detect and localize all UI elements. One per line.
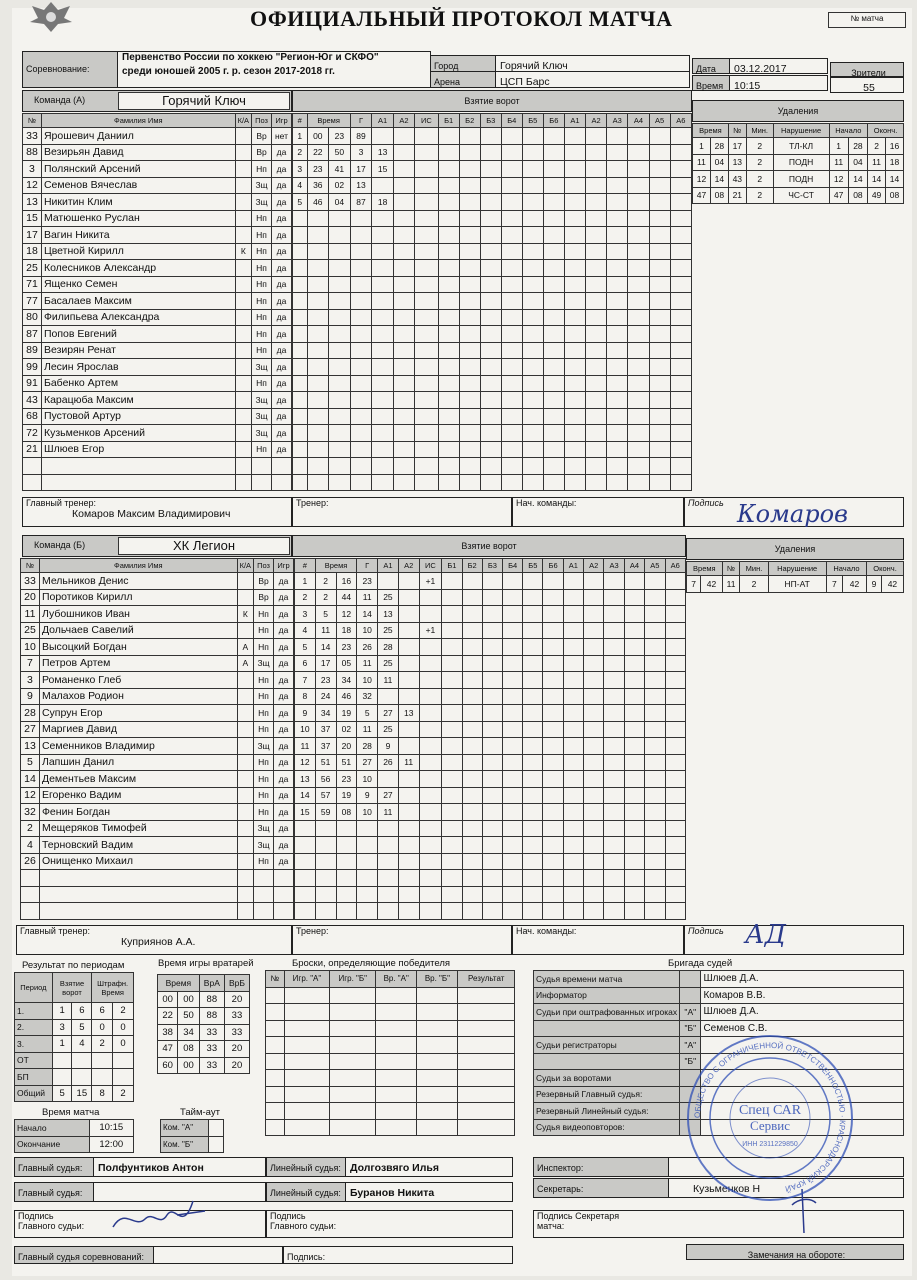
player-row: 80 Филипьева Александра Нп да [23,309,292,326]
match-time-title: Время матча [42,1107,100,1118]
player-name: Вагин Никита [41,227,235,244]
team-b-goals-table: # Время Г А1 А2 ИС Б1 Б2 Б3 Б4 Б5 Б6 А1 А2 А3 А4 А5 А6 1 2 16 23 +1 2 2 44 11 25 3 5 12 14 13 4 11 18 10 25 +1 5 14 23 26 28 6 17 05 11 25 7 23 34 10 11 8 24 46 32 9 34 19 5 27 13 10 37 02 11 25 11 37 20 28 9 12 51 51 27 26 11 13 56 23 10 14 57 19 9 27 15 59 08 10 11 [294,558,686,920]
goal-row: 4 36 02 13 [293,177,692,194]
goal-row: 13 56 23 10 [295,771,686,788]
team-b-trainer-cell: Тренер: [292,925,512,955]
team-b-goals-title: Взятие ворот [292,535,686,557]
player-name: Терновский Вадим [39,837,237,854]
player-row: 33 Мельников Денис Вр да [21,573,294,590]
player-name: Лесин Ярослав [41,359,235,376]
team-b-chief-cell: Нач. команды: [512,925,684,955]
player-name: Дементьев Максим [39,771,237,788]
timeout-title: Тайм-аут [180,1107,220,1118]
team-b-name: ХК Легион [118,537,290,555]
goal-row [293,293,692,310]
time-label-cell: Время [692,75,730,91]
player-row: 89 Везирян Ренат Нп да [23,342,292,359]
player-name: Никитин Клим [41,194,235,211]
team-a-signature-cell: Подпись Комаров [684,497,904,527]
penalty-row: 11 04 13 2 ПОДН 11 04 11 18 [693,154,904,171]
goal-row [293,260,692,277]
referee-name: Шлюев Д.А. [701,971,904,988]
player-row: 14 Дементьев Максим Нп да [21,771,294,788]
player-row: 33 Ярошевич Даниил Вр нет [23,128,292,145]
player-row: 25 Дольчаев Савелий Нп да [21,622,294,639]
player-name: Онищенко Михаил [39,853,237,870]
competition-label-cell: Соревнование: [22,51,118,88]
team-a-chief-cell: Нач. команды: [512,497,684,527]
goal-row [293,474,692,491]
goal-row: 2 22 50 3 13 [293,144,692,161]
referee-row: "Б" Семенов С.В. [534,1020,904,1037]
match-end-time: 12:00 [89,1136,134,1153]
player-row: 32 Фенин Богдан Нп да [21,804,294,821]
period-row: 1. 1 6 6 2 [15,1003,134,1020]
player-row: 25 Колесников Александр Нп да [23,260,292,277]
timeout-table: Ком. "А" Ком. "Б" [160,1119,224,1153]
player-name: Везирьян Давид [41,144,235,161]
stamp-ring-text: ОБЩЕСТВО С ОГРАНИЧЕННОЙ ОТВЕТСТВЕННОСТЬЮ · КРАСНОДАРСКИЙ КРАЙ [692,1040,848,1194]
player-name: Лубошников Иван [39,606,237,623]
team-b-header [22,535,292,557]
player-name: Матюшенко Руслан [41,210,235,227]
player-name: Поротиков Кирилл [39,589,237,606]
team-a-roster: № Фамилия Имя К/А Поз Игр 33 Ярошевич Даниил Вр нет 88 Везирьян Давид Вр да 3 Полянский Арсений Нп да 12 Семенов Вячеслав Зщ да 13 Никитин Клим Зщ да 15 Матюшенко Руслан Нп да 17 Вагин Никита Нп да 18 Цветной Кирилл К Нп да 25 Колесников Александр Нп да 71 Ященко Семен Нп да 77 Басалаев Максим Нп да 80 Филипьева Александра Нп да 87 Попов Евгений Нп да 89 Везирян Ренат Нп да 99 Лесин Ярослав Зщ да 91 Бабенко Артем Нп да 43 Карацюба Максим Зщ да 68 Пустовой Артур Зщ да 72 Кузьменков Арсений Зщ да 21 Шлюев Егор Нп да [22,113,292,491]
player-name: Колесников Александр [41,260,235,277]
stamp-text-1: Спец САR [738,1103,802,1118]
goal-row: 5 14 23 26 28 [295,639,686,656]
referee-row: Информатор Комаров В.В. [534,987,904,1004]
player-name: Полянский Арсений [41,161,235,178]
player-row: 21 Шлюев Егор Нп да [23,441,292,458]
player-row: 87 Попов Евгений Нп да [23,326,292,343]
referee-name: Семенов С.В. [701,1020,904,1037]
player-name: Пустовой Артур [41,408,235,425]
player-row: 43 Карацюба Максим Зщ да [23,392,292,409]
secretary: Кузьменков Н [668,1178,904,1198]
player-name: Петров Артем [39,655,237,672]
player-name: Дольчаев Савелий [39,622,237,639]
chief-competition-referee [153,1246,283,1264]
player-row: 12 Егоренко Вадим Нп да [21,787,294,804]
goal-row [293,326,692,343]
penalty-row: 1 28 17 2 ТЛ-КЛ 1 28 2 16 [693,138,904,155]
team-b-penalties-table: Время № Мин. Нарушение Начало Оконч. 7 42 11 2 НП-АТ 7 42 9 42 [686,561,904,593]
goal-row [293,227,692,244]
goal-row: 6 17 05 11 25 [295,655,686,672]
player-row: 10 Высоцкий Богдан А Нп да [21,639,294,656]
team-a-penalties-title: Удаления [692,100,904,122]
goal-row [293,392,692,409]
goal-row: 3 23 41 17 15 [293,161,692,178]
player-row: 71 Ященко Семен Нп да [23,276,292,293]
time-value: 10:15 [729,75,828,91]
player-name: Семенов Вячеслав [41,177,235,194]
secretary-signature-cell: Подпись Секретаря матча: [533,1210,904,1238]
goal-row: 14 57 19 9 27 [295,787,686,804]
player-name: Везирян Ренат [41,342,235,359]
referee-row: Резервный Главный судья: [534,1086,904,1103]
player-name: Карацюба Максим [41,392,235,409]
goal-row [295,870,686,887]
gk-time-row: 00 00 88 20 [158,991,250,1008]
goal-row [293,276,692,293]
player-row: 20 Поротиков Кирилл Вр да [21,589,294,606]
goal-row: 4 11 18 10 25 +1 [295,622,686,639]
goal-row [295,820,686,837]
team-b-label: Команда (Б) [34,540,86,550]
goal-row: 1 00 23 89 [293,128,692,145]
penalty-row: 47 08 21 2 ЧС-СТ 47 08 49 08 [693,187,904,204]
referee-row: Судьи регистраторы "А" [534,1037,904,1054]
competition-value-cell [117,51,431,88]
player-row: 27 Маргиев Давид Нп да [21,721,294,738]
player-row [23,474,292,491]
player-row: 15 Матюшенко Руслан Нп да [23,210,292,227]
player-row: 12 Семенов Вячеслав Зщ да [23,177,292,194]
goal-row [293,375,692,392]
player-row: 28 Супрун Егор Нп да [21,705,294,722]
goal-row: 12 51 51 27 26 11 [295,754,686,771]
player-row: 26 Онищенко Михаил Нп да [21,853,294,870]
player-name: Семенников Владимир [39,738,237,755]
goal-row: 11 37 20 28 9 [295,738,686,755]
stamp-inn: ИНН 2311229850 [742,1141,798,1148]
player-row: 99 Лесин Ярослав Зщ да [23,359,292,376]
team-a-header [22,90,292,112]
player-name: Филипьева Александра [41,309,235,326]
goal-row [293,243,692,260]
referee-row: Судьи при оштрафованных игроках "А" Шлюев Д.А. [534,1004,904,1021]
team-a-goals-title: Взятие ворот [292,90,692,112]
player-name: Высоцкий Богдан [39,639,237,656]
player-row: 18 Цветной Кирилл К Нп да [23,243,292,260]
player-name: Цветной Кирилл [41,243,235,260]
main-referee: Полфунтиков Антон [93,1157,266,1177]
gk-time-row: 60 00 33 20 [158,1057,250,1074]
spectators-value: 55 [830,77,904,93]
player-row [21,903,294,920]
player-row: 4 Терновский Вадим Зщ да [21,837,294,854]
team-b-coach: Куприянов А.А. [121,936,196,948]
team-b-signature-cell: Подпись АД [684,925,904,955]
main-ref-signature [105,1197,215,1237]
goal-row [295,853,686,870]
team-b-penalties-title: Удаления [686,538,904,560]
player-row: 72 Кузьменков Арсений Зщ да [23,425,292,442]
goal-row [293,359,692,376]
goal-row: 9 34 19 5 27 13 [295,705,686,722]
goal-row: 15 59 08 10 11 [295,804,686,821]
goal-row [295,903,686,920]
team-a-label: Команда (А) [34,95,86,105]
referees-title: Бригада судей [668,958,733,969]
penalty-row: 12 14 43 2 ПОДН 12 14 14 14 [693,171,904,188]
player-row: 7 Петров Артем А Зщ да [21,655,294,672]
player-row: 77 Басалаев Максим Нп да [23,293,292,310]
team-a-trainer-cell: Тренер: [292,497,512,527]
player-row: 88 Везирьян Давид Вр да [23,144,292,161]
player-row: 13 Семенников Владимир Зщ да [21,738,294,755]
goal-row [293,441,692,458]
player-name: Ященко Семен [41,276,235,293]
goal-row: 2 2 44 11 25 [295,589,686,606]
date-value: 03.12.2017 [729,58,828,74]
referee-row: Резервный Линейный судья: [534,1103,904,1120]
linesman-1: Долгозвяго Илья [345,1157,513,1177]
team-a-goals-table: # Время Г А1 А2 ИС Б1 Б2 Б3 Б4 Б5 Б6 А1 А2 А3 А4 А5 А6 1 00 23 89 2 22 50 3 13 3 23 41 17 15 4 36 02 13 5 46 04 87 18 [292,113,692,491]
gk-time-title: Время игры вратарей [158,958,254,969]
goal-row [293,458,692,475]
date-label-cell: Дата [692,58,730,74]
player-name: Лапшин Данил [39,754,237,771]
player-name: Кузьменков Арсений [41,425,235,442]
player-name: Фенин Богдан [39,804,237,821]
gk-time-row: 47 08 33 20 [158,1041,250,1058]
team-b-roster: № Фамилия Имя К/А Поз Игр 33 Мельников Денис Вр да 20 Поротиков Кирилл Вр да 11 Лубошников Иван К Нп да 25 Дольчаев Савелий Нп да 10 Высоцкий Богдан А Нп да 7 Петров Артем А Зщ да 3 Романенко Глеб Нп да 9 Малахов Родион Нп да 28 Супрун Егор Нп да 27 Маргиев Давид Нп да 13 Семенников Владимир Зщ да 5 Лапшин Данил Нп да 14 Дементьев Максим Нп да 12 Егоренко Вадим Нп да 32 Фенин Богдан Нп да 2 Мещеряков Тимофей Зщ да 4 Терновский Вадим Зщ да 26 Онищенко Михаил Нп да [20,558,294,920]
referee-row: Судья видеоповторов: [534,1119,904,1136]
player-row: 3 Романенко Глеб Нп да [21,672,294,689]
player-name: Мещеряков Тимофей [39,820,237,837]
player-row: 68 Пустовой Артур Зщ да [23,408,292,425]
gk-time-row: 22 50 88 33 [158,1008,250,1025]
team-a-coach: Комаров Максим Владимирович [72,508,231,520]
document-title: ОФИЦИАЛЬНЫЙ ПРОТОКОЛ МАТЧА [250,6,673,31]
player-row: 5 Лапшин Данил Нп да [21,754,294,771]
city-value: Горячий Ключ [495,55,690,72]
shootout-table: № Игр. "А" Игр. "Б" Вр. "А" Вр. "Б" Результат [265,970,515,1136]
referee-row: "Б" [534,1053,904,1070]
player-name: Романенко Глеб [39,672,237,689]
goal-row [293,342,692,359]
period-row: Общий 5 15 8 2 [15,1085,134,1102]
goal-row [295,837,686,854]
team-a-name: Горячий Ключ [118,92,290,110]
referee-name: Шлюев Д.А. [701,1004,904,1021]
player-row: 91 Бабенко Артем Нп да [23,375,292,392]
gk-time-table: Время ВрА ВрБ 00 00 88 20 22 50 88 33 38 34 33 33 47 08 33 20 60 00 33 20 [157,974,250,1074]
player-name: Мельников Денис [39,573,237,590]
period-row: БП [15,1069,134,1086]
match-number-field: № матча [828,12,906,28]
goal-row: 8 24 46 32 [295,688,686,705]
player-name: Шлюев Егор [41,441,235,458]
competition-line-1: Первенство России по хоккею "Регион-Юг и СКФО" [122,52,379,63]
player-name: Бабенко Артем [41,375,235,392]
shootout-title: Броски, определяющие победителя [292,958,451,969]
period-row: 3. 1 4 2 0 [15,1036,134,1053]
goal-row: 3 5 12 14 13 [295,606,686,623]
player-row [21,886,294,903]
team-a-coach-cell: Главный тренер: Комаров Максим Владимирович [22,497,292,527]
main-ref2-signature-cell: Подпись Главного судьи: [266,1210,513,1238]
team-a-signature: Комаров [737,500,849,528]
official-stamp [682,1030,858,1206]
player-row: 2 Мещеряков Тимофей Зщ да [21,820,294,837]
player-row: 9 Малахов Родион Нп да [21,688,294,705]
match-start-time: 10:15 [89,1120,134,1137]
team-a-penalties-table: Время № Мин. Нарушение Начало Оконч. 1 28 17 2 ТЛ-КЛ 1 28 2 16 11 04 13 2 ПОДН 11 04 11 18 12 14 43 2 ПОДН 12 14 14 14 47 08 21 2 ЧС-СТ 47 08 49 08 [692,123,904,204]
goal-row: 1 2 16 23 +1 [295,573,686,590]
player-name: Ярошевич Даниил [41,128,235,145]
remarks-field: Замечания на обороте: [686,1244,904,1260]
goal-row [295,886,686,903]
player-row: 17 Вагин Никита Нп да [23,227,292,244]
player-row [23,458,292,475]
spectators-label-cell: Зрители [830,62,904,77]
main-ref-signature-cell: Подпись Главного судьи: [14,1210,266,1238]
player-name: Супрун Егор [39,705,237,722]
penalty-row: 7 42 11 2 НП-АТ 7 42 9 42 [687,576,904,593]
arena-value: ЦСП Барс [495,71,690,88]
periods-title: Результат по периодам [22,960,125,971]
linesman-2: Буранов Никита [345,1182,513,1202]
referee-row: Судьи за воротами [534,1070,904,1087]
city-label-cell: Город [430,55,496,72]
goal-row [293,309,692,326]
team-b-coach-cell: Главный тренер: Куприянов А.А. [16,925,292,955]
player-row: 11 Лубошников Иван К Нп да [21,606,294,623]
arena-label-cell: Арена [430,71,496,88]
period-row: 2. 3 5 0 0 [15,1019,134,1036]
goal-row: 10 37 02 11 25 [295,721,686,738]
periods-table: Период Взятие ворот Штрафн. Время 1. 1 6 6 2 2. 3 5 0 0 3. 1 4 2 0 ОТ БП Общий 5 15 8 2 [14,972,134,1102]
player-row: 13 Никитин Клим Зщ да [23,194,292,211]
referee-row: Судья времени матча Шлюев Д.А. [534,971,904,988]
player-name: Малахов Родион [39,688,237,705]
referee-name: Комаров В.В. [701,987,904,1004]
player-row: 3 Полянский Арсений Нп да [23,161,292,178]
player-name: Маргиев Давид [39,721,237,738]
period-row: ОТ [15,1052,134,1069]
player-name: Егоренко Вадим [39,787,237,804]
goal-row [293,408,692,425]
player-name: Басалаев Максим [41,293,235,310]
competition-line-2: среди юношей 2005 г. р. сезон 2017-2018 гг. [122,66,335,77]
player-name: Попов Евгений [41,326,235,343]
team-b-signature: АД [745,920,786,950]
goal-row [293,210,692,227]
eagle-emblem-icon [28,0,74,34]
stamp-text-2: Сервис [750,1118,790,1133]
match-time-table: Начало 10:15 Окончание 12:00 [14,1119,134,1153]
gk-time-row: 38 34 33 33 [158,1024,250,1041]
player-row [21,870,294,887]
goal-row [293,425,692,442]
goal-row: 5 46 04 87 18 [293,194,692,211]
goal-row: 7 23 34 10 11 [295,672,686,689]
